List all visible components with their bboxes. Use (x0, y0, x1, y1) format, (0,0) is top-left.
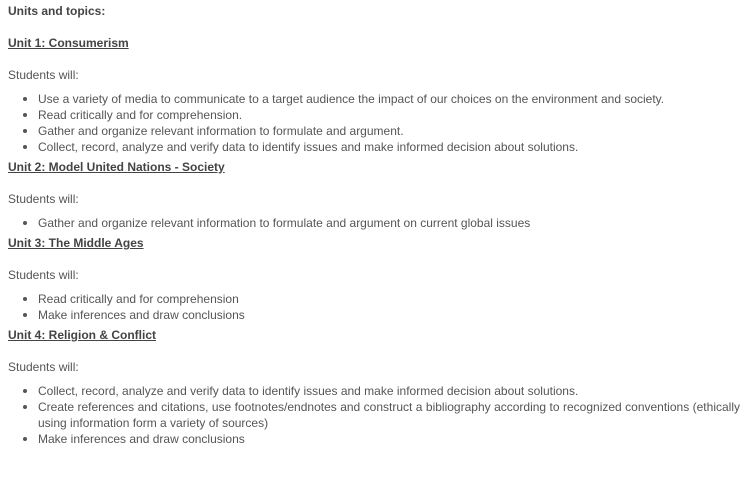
bullet-icon (23, 129, 27, 133)
list-item: Gather and organize relevant information to formulate and argument on current global issues (8, 215, 740, 231)
unit-title: Unit 4: Religion & Conflict (8, 328, 156, 342)
objectives-list (8, 215, 740, 231)
unit-section-3 (8, 235, 740, 323)
objectives-list (8, 383, 740, 447)
bullet-icon (23, 113, 27, 117)
unit-section-1 (8, 35, 740, 155)
unit-title: Unit 2: Model United Nations - Society (8, 160, 225, 174)
bullet-icon (23, 389, 27, 393)
list-item: Make inferences and draw conclusions (8, 431, 740, 447)
objectives-list (8, 291, 740, 323)
list-item: Collect, record, analyze and verify data to identify issues and make informed decision about solutions. (8, 139, 740, 155)
list-item: Create references and citations, use footnotes/endnotes and construct a bibliography according to recognized conventions (ethically using information form a variety of sources) (8, 399, 740, 431)
bullet-icon (23, 405, 27, 409)
page-heading: Units and topics: (8, 4, 106, 18)
objectives-list (8, 91, 740, 155)
bullet-icon (23, 145, 27, 149)
students-will-label: Students will: (8, 192, 79, 206)
unit-title: Unit 1: Consumerism (8, 36, 129, 50)
unit-title: Unit 3: The Middle Ages (8, 236, 144, 250)
bullet-icon (23, 313, 27, 317)
unit-section-4 (8, 327, 740, 447)
bullet-icon (23, 437, 27, 441)
list-item: Make inferences and draw conclusions (8, 307, 740, 323)
bullet-icon (23, 297, 27, 301)
list-item: Read critically and for comprehension. (8, 107, 740, 123)
unit-section-2 (8, 159, 740, 231)
students-will-label: Students will: (8, 360, 79, 374)
bullet-icon (23, 221, 27, 225)
list-item: Read critically and for comprehension (8, 291, 740, 307)
students-will-label: Students will: (8, 268, 79, 282)
students-will-label: Students will: (8, 68, 79, 82)
list-item: Use a variety of media to communicate to a target audience the impact of our choices on the environment and society. (8, 91, 740, 107)
list-item: Gather and organize relevant information to formulate and argument. (8, 123, 740, 139)
bullet-icon (23, 97, 27, 101)
list-item: Collect, record, analyze and verify data to identify issues and make informed decision about solutions. (8, 383, 740, 399)
